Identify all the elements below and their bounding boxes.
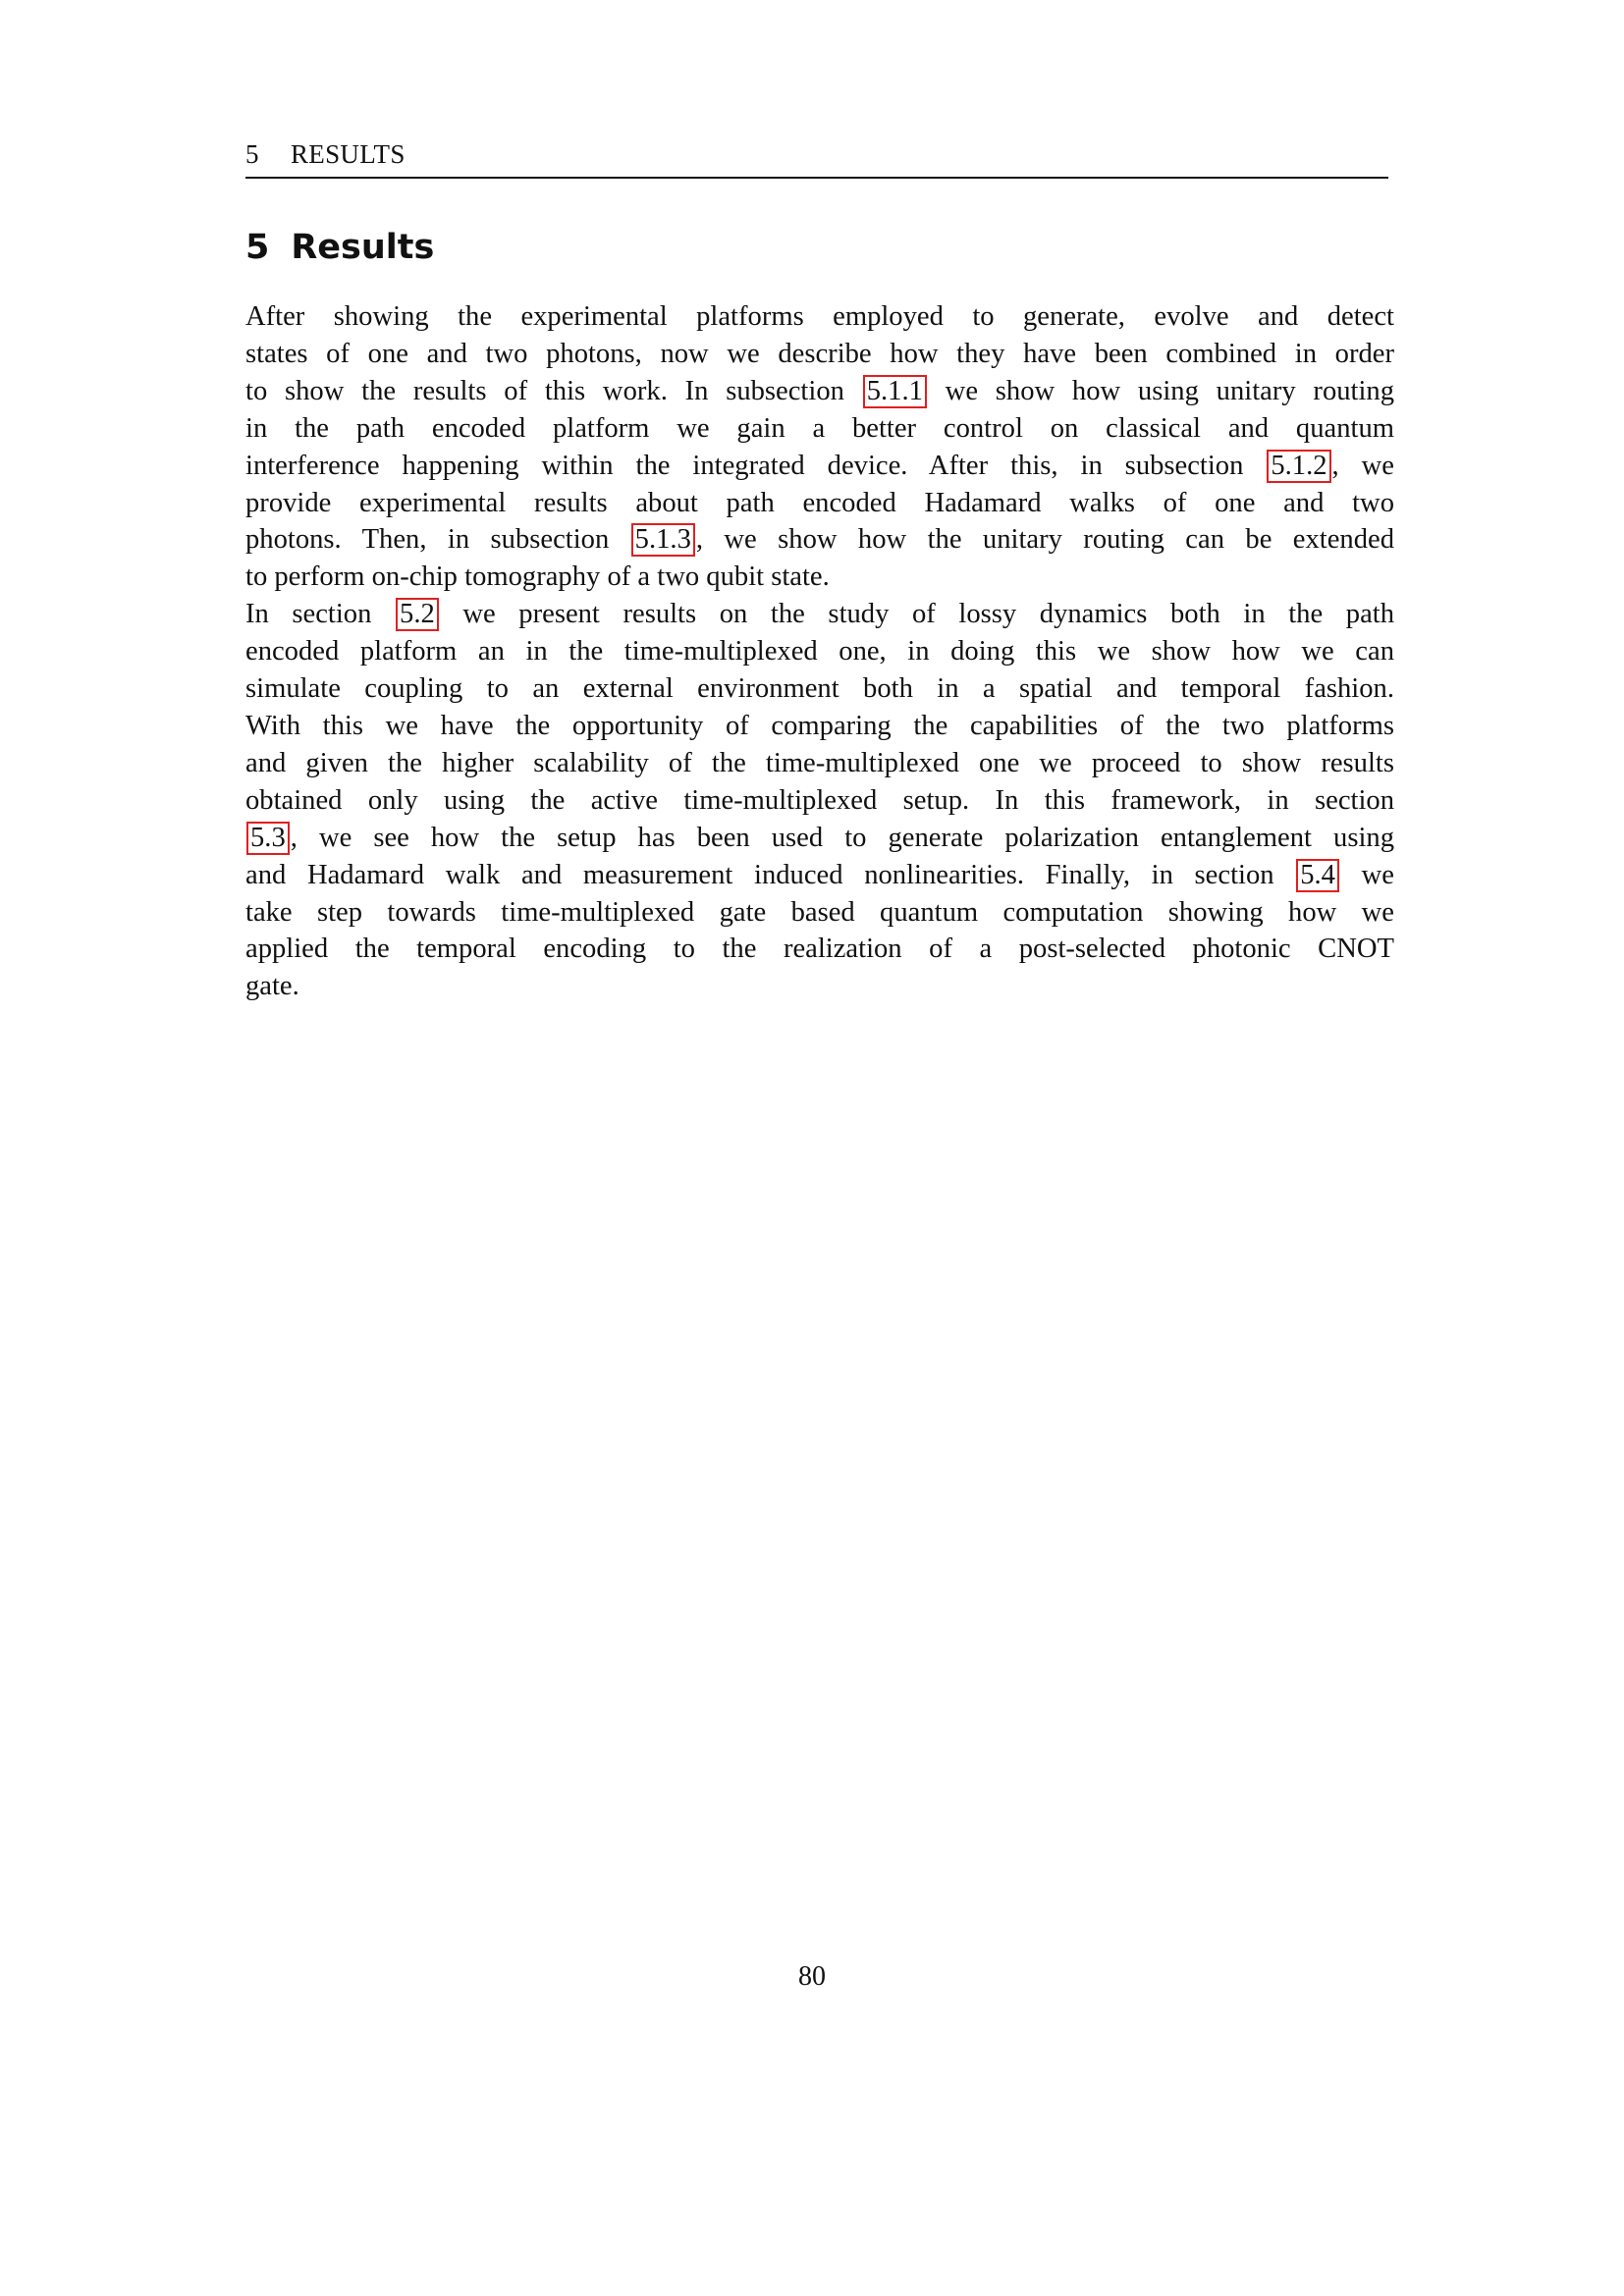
ref-link-section-5-3[interactable]: 5.3 xyxy=(246,822,290,855)
text-line xyxy=(245,745,1394,782)
text-segment: obtained only using the active time-multiplexed setup. In this framework, in section xyxy=(245,784,1394,816)
text-segment: take step towards time-multiplexed gate based quantum computation showing how we xyxy=(245,896,1394,928)
text-line xyxy=(245,633,1394,670)
text-segment: interference happening within the integrated device. After this, in subsection xyxy=(245,450,1244,481)
body-text xyxy=(245,298,1394,1005)
text-segment: photons. Then, in subsection xyxy=(245,524,610,556)
text-segment: we xyxy=(1361,859,1394,890)
text-line xyxy=(245,298,1394,336)
text-line xyxy=(245,485,1394,522)
text-segment: In section xyxy=(245,599,372,630)
ref-link-subsection-5-1-2[interactable]: 5.1.2 xyxy=(1267,450,1330,483)
text-segment: , we xyxy=(1331,450,1394,481)
text-segment: in the path encoded platform we gain a better control on classical and quantum xyxy=(245,412,1394,444)
text-line xyxy=(245,670,1394,708)
text-line xyxy=(245,931,1394,968)
text-line xyxy=(245,968,1394,1005)
text-line xyxy=(245,521,1394,559)
section-heading xyxy=(245,224,434,271)
text-line xyxy=(245,336,1394,373)
section-heading-number: 5 xyxy=(245,228,270,267)
text-segment: , we see how the setup has been used to generate polarization entanglement using xyxy=(290,822,1394,853)
running-header-section-number: 5 xyxy=(245,139,259,169)
text-line xyxy=(245,373,1394,410)
running-header-section-title: RESULTS xyxy=(291,139,406,169)
ref-link-section-5-2[interactable]: 5.2 xyxy=(396,598,439,631)
text-segment: , we show how the unitary routing can be extended xyxy=(695,524,1394,556)
text-segment: and given the higher scalability of the time-multiplexed one we proceed to show results xyxy=(245,747,1394,778)
text-line xyxy=(245,708,1394,745)
text-line xyxy=(245,820,1394,857)
text-line xyxy=(245,596,1394,633)
page-number: 80 xyxy=(798,1961,826,1992)
text-segment: gate. xyxy=(245,971,299,1002)
text-segment: provide experimental results about path encoded Hadamard walks of one and two xyxy=(245,487,1394,518)
text-segment: to show the results of this work. In subsection xyxy=(245,375,844,406)
text-segment: to perform on-chip tomography of a two qubit state. xyxy=(245,561,830,593)
text-segment: and Hadamard walk and measurement induced nonlinearities. Finally, in section xyxy=(245,859,1274,890)
text-line xyxy=(245,857,1394,894)
text-line xyxy=(245,410,1394,448)
text-segment: encoded platform an in the time-multiplexed one, in doing this we show how we can xyxy=(245,636,1394,667)
text-segment: applied the temporal encoding to the realization of a post-selected photonic CNOT xyxy=(245,934,1394,965)
text-segment: After showing the experimental platforms employed to generate, evolve and detect xyxy=(245,301,1394,332)
ref-link-subsection-5-1-1[interactable]: 5.1.1 xyxy=(863,375,927,408)
text-segment: states of one and two photons, now we describe how they have been combined in order xyxy=(245,338,1394,369)
text-line xyxy=(245,448,1394,485)
running-header xyxy=(245,135,1388,179)
text-line xyxy=(245,894,1394,932)
text-segment: we present results on the study of lossy dynamics both in the path xyxy=(462,599,1394,630)
text-line xyxy=(245,782,1394,820)
text-line xyxy=(245,559,1394,596)
text-segment: simulate coupling to an external environment both in a spatial and temporal fashion. xyxy=(245,673,1394,705)
ref-link-section-5-4[interactable]: 5.4 xyxy=(1296,859,1339,892)
section-heading-title: Results xyxy=(291,228,435,267)
text-segment: we show how using unitary routing xyxy=(945,375,1395,406)
text-segment: With this we have the opportunity of comparing the capabilities of the two platforms xyxy=(245,710,1394,741)
ref-link-subsection-5-1-3[interactable]: 5.1.3 xyxy=(631,523,695,557)
